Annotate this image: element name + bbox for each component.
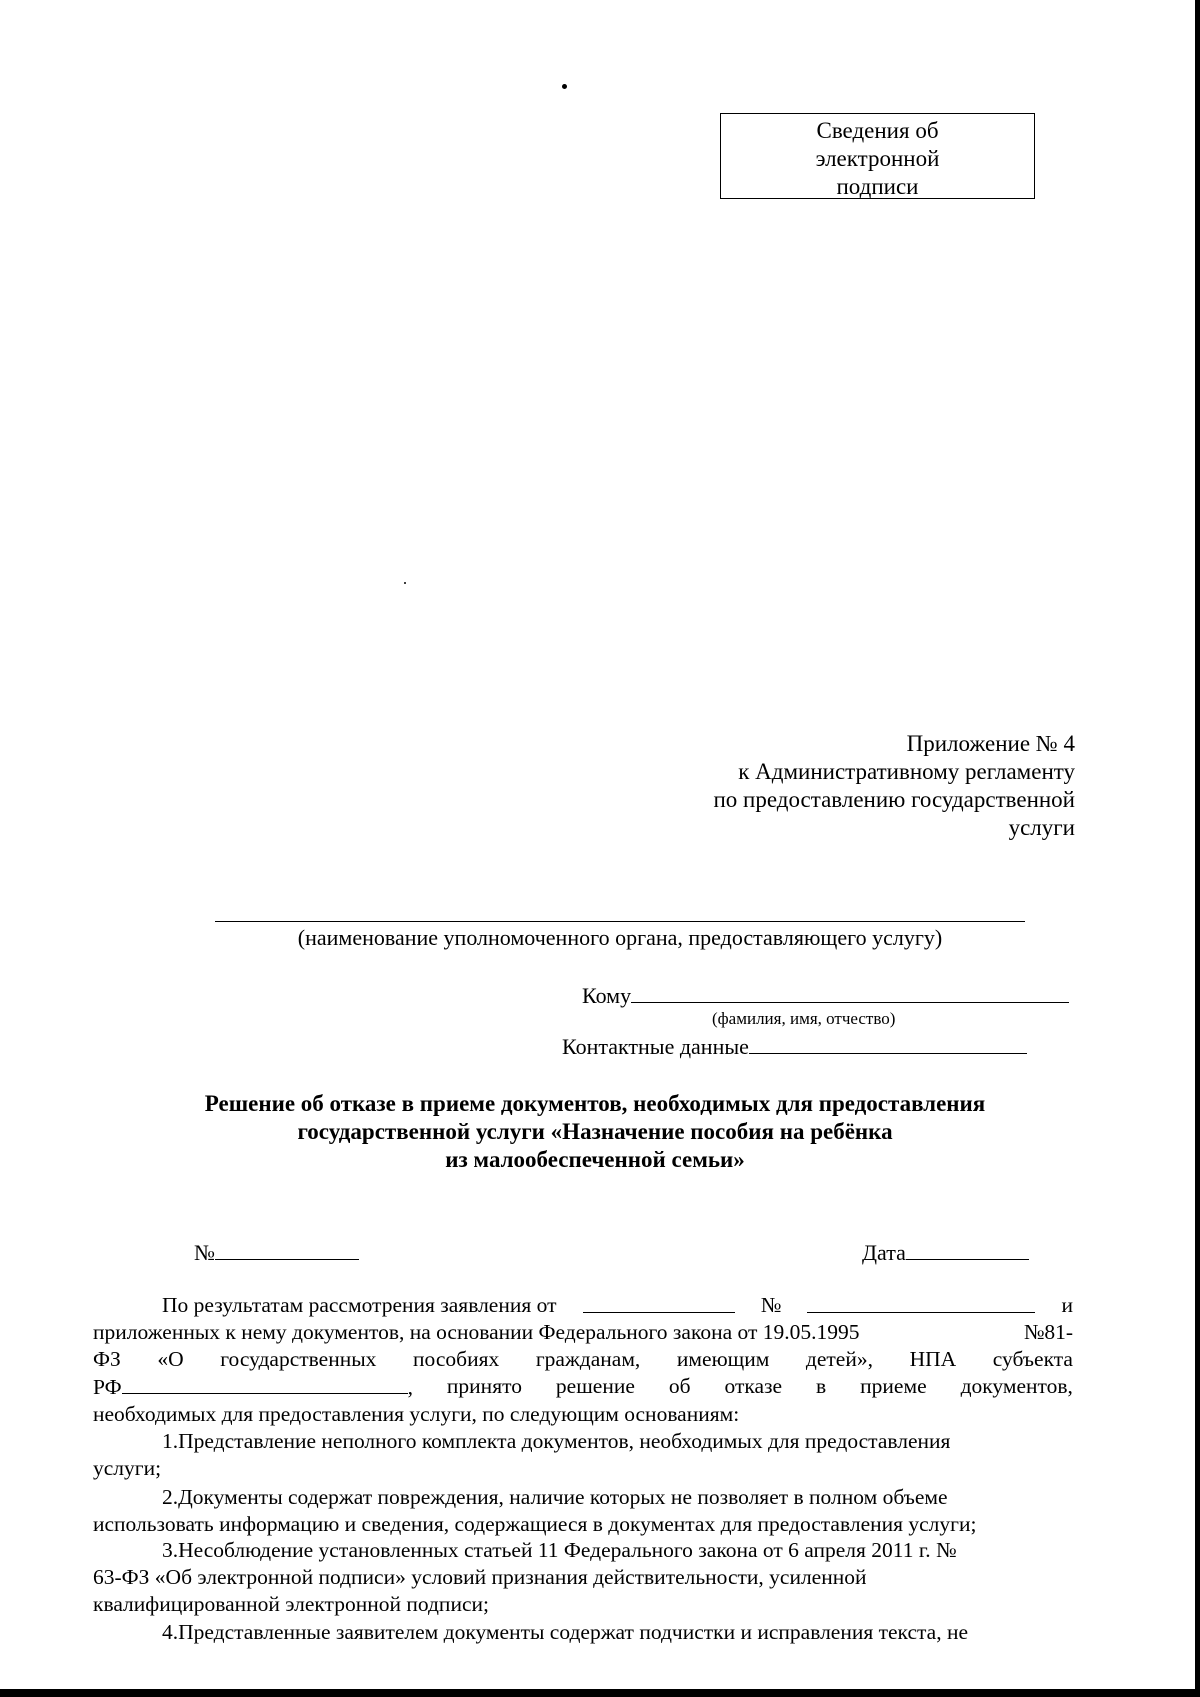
organization-caption: (наименование уполномоченного органа, предоставляющего услугу) [297,925,943,950]
word: об [668,1374,691,1398]
recipient-label: Кому [582,983,632,1008]
word: субъекта [992,1347,1073,1371]
word: имеющим [676,1347,770,1371]
text-fragment: приложенных к нему документов, на основании Федерального закона от 19.05.1995 [93,1320,860,1344]
contacts-label: Контактные данные [562,1034,749,1059]
scan-speck [562,84,567,89]
npa-field[interactable] [122,1373,408,1394]
recipient-name-field[interactable] [631,980,1069,1003]
decision-date-row [862,1237,1029,1267]
ground-item-line: услуги; [93,1456,162,1480]
word: принято [446,1374,522,1398]
ground-item-line: 4.Представленные заявителем документы содержат подчистки и исправления текста, не [162,1620,969,1644]
grounds-list [93,1428,1073,1482]
date-label: Дата [862,1240,906,1265]
word: , [407,1375,413,1399]
application-number-field[interactable] [807,1292,1035,1313]
fio-caption: (фамилия, имя, отчество) [712,1009,896,1028]
word: пособиях [413,1347,500,1371]
appendix-line: Приложение № 4 [906,731,1075,756]
number-label: № [194,1240,215,1265]
scan-border-bottom [0,1689,1200,1697]
text-fragment [93,1373,413,1401]
scan-speck [404,582,406,584]
decision-date-field[interactable] [906,1237,1029,1260]
signature-box-line: подписи [836,174,919,199]
appendix-line: по предоставлению государственной [713,787,1075,812]
body-line [93,1346,1073,1373]
word: отказе [724,1374,783,1398]
appendix-line: к Административному регламенту [738,759,1075,784]
decision-number-field[interactable] [215,1237,359,1260]
title-line: Решение об отказе в приеме документов, необходимых для предоставления [204,1091,986,1116]
word: документов, [960,1374,1073,1398]
word: гражданам, [535,1347,641,1371]
ground-item-line: 3.Несоблюдение установленных статьей 11 Федерального закона от 6 апреля 2011 г. № [162,1538,957,1562]
decision-body [93,1292,1073,1428]
body-line [93,1373,1073,1401]
text-fragment: №81- [1023,1320,1073,1344]
organization-name-field[interactable] [215,921,1025,922]
text-fragment: № [760,1293,782,1317]
body-line [93,1319,1073,1346]
word: государственных [220,1347,377,1371]
appendix-line: услуги [1008,815,1075,840]
ground-item-line: квалифицированной электронной подписи; [93,1592,489,1616]
application-date-field[interactable] [583,1292,735,1313]
signature-info-box [720,113,1035,199]
scan-border-right [1195,0,1200,1697]
title-line: из малообеспеченной семьи» [445,1147,745,1172]
word: «О [157,1347,184,1371]
document-title [90,1090,1100,1174]
text-fragment: По результатам рассмотрения заявления от [162,1293,557,1317]
decision-number-row [194,1237,359,1267]
title-line: государственной услуги «Назначение пособия на ребёнка [297,1119,893,1144]
grounds-list [93,1537,1073,1618]
ground-item-line: 1.Представление неполного комплекта документов, необходимых для предоставления [162,1429,951,1453]
body-line [93,1292,1073,1319]
body-line: необходимых для предоставления услуги, по следующим основаниям: [93,1402,740,1426]
ground-item-line: 63-ФЗ «Об электронной подписи» условий признания действительности, усиленной [93,1565,867,1589]
grounds-list [93,1619,1073,1646]
ground-item-line: 2.Документы содержат повреждения, наличие которых не позволяет в полном объеме [162,1485,948,1509]
word: в [816,1374,827,1398]
word: ФЗ [93,1347,121,1371]
recipient-row [582,980,1069,1010]
word: решение [555,1374,635,1398]
ground-item-line: использовать информацию и сведения, содержащиеся в документах для предоставления услуги; [93,1512,977,1536]
word: приеме [860,1374,927,1398]
grounds-list [93,1484,1073,1538]
contacts-row [562,1031,1027,1061]
contacts-field[interactable] [749,1031,1027,1054]
word: НПА [909,1347,957,1371]
text-fragment: и [1061,1293,1073,1317]
word: РФ [93,1375,122,1399]
signature-box-line: Сведения об [816,118,939,143]
appendix-header [713,730,1075,842]
word: детей», [805,1347,873,1371]
signature-box-line: электронной [815,146,940,171]
